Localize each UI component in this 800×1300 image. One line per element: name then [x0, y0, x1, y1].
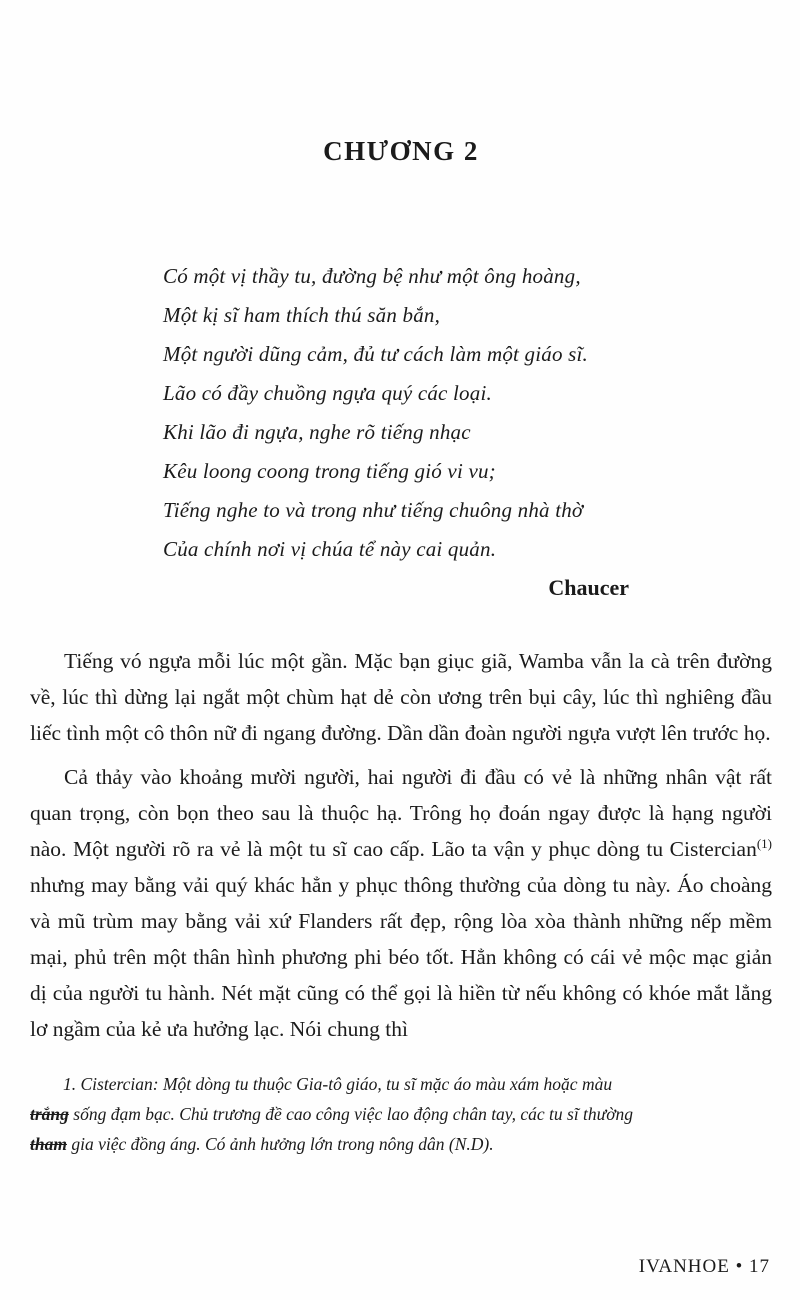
- paragraph-text: nhưng may bằng vải quý khác hẳn y phục thông thường của dòng tu này. Áo choàng và mũ trùm may bằng vải xứ Flanders rất đẹp, rộng lòa xòa thành những nếp mềm mại, phủ trên một thân hình phương phi béo tốt. Hẳn không có cái vẻ mộc mạc giản dị của người tu hành. Nét mặt cũng có thể gọi là hiền từ nếu không có khóe mắt lẳng lơ ngầm của kẻ ưa hưởng lạc. Nói chung thì: [30, 873, 772, 1041]
- running-title-page-number: IVANHOE • 17: [638, 1256, 770, 1277]
- footnote-text: gia việc đồng áng. Có ảnh hưởng lớn trong nông dân (N.D).: [66, 1134, 494, 1154]
- poem-line: Tiếng nghe to và trong như tiếng chuông nhà thờ: [163, 498, 584, 522]
- paragraph-text: Cả thảy vào khoảng mười người, hai người đi đầu có vẻ là những nhân vật rất quan trọng, còn bọn theo sau là thuộc hạ. Trông họ đoán ngay được là hạng người nào. Một người rõ ra vẻ là một tu sĩ cao cấp. Lão ta vận y phục dòng tu Cistercian: [30, 765, 772, 861]
- struck-word: trắng: [30, 1104, 69, 1124]
- footnote-line: [30, 1099, 772, 1129]
- poem-line: Một kị sĩ ham thích thú săn bắn,: [163, 303, 441, 327]
- chapter-title: CHƯƠNG 2: [323, 136, 479, 166]
- struck-word: tham: [30, 1134, 67, 1154]
- poem-line: Lão có đầy chuồng ngựa quý các loại.: [163, 381, 492, 405]
- body-paragraph-2: [30, 759, 772, 1047]
- poem-line: Một người dũng cảm, đủ tư cách làm một giáo sĩ.: [163, 342, 588, 366]
- poem-line: Có một vị thầy tu, đường bệ như một ông hoàng,: [163, 264, 581, 288]
- poem-line: Kêu loong coong trong tiếng gió vi vu;: [163, 459, 496, 483]
- poem-line: Của chính nơi vị chúa tể này cai quản.: [163, 537, 497, 561]
- footnote-reference: (1): [756, 836, 772, 851]
- footnote-text: sống đạm bạc. Chủ trương đề cao công việc lao động chân tay, các tu sĩ thường: [68, 1104, 634, 1124]
- body-paragraph-1: Tiếng vó ngựa mỗi lúc một gần. Mặc bạn giục giã, Wamba vẫn la cà trên đường về, lúc thì dừng lại ngắt một chùm hạt dẻ còn ương trên bụi cây, lúc thì nghiêng đầu liếc tình một cô thôn nữ đi ngang đường. Dần dần đoàn người ngựa vượt lên trước họ.: [30, 649, 772, 745]
- poem-line: Khi lão đi ngựa, nghe rõ tiếng nhạc: [163, 420, 471, 444]
- poem-attribution: Chaucer: [548, 575, 629, 600]
- page-footer: [639, 1256, 770, 1278]
- footnote-line: [30, 1129, 772, 1159]
- epigraph-poem: [163, 257, 772, 569]
- footnote: [30, 1069, 772, 1159]
- footnote-line: 1. Cistercian: Một dòng tu thuộc Gia-tô giáo, tu sĩ mặc áo màu xám hoặc màu: [63, 1074, 613, 1094]
